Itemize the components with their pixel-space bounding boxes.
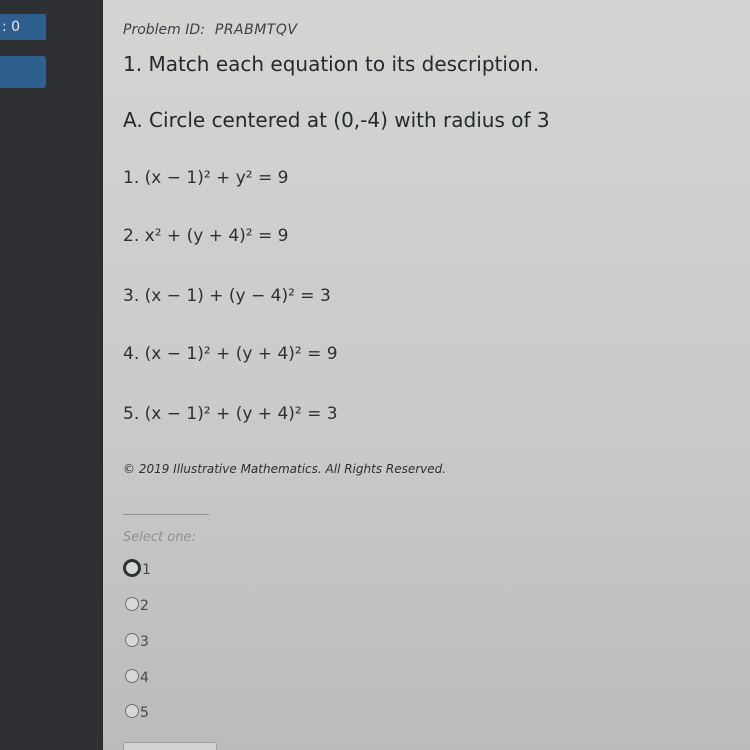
equation-text: (x − 1) + (y − 4)² = 3 <box>144 286 331 306</box>
equation-4 <box>123 344 338 364</box>
equation-text: x² + (y + 4)² = 9 <box>144 226 289 246</box>
choice-label: 1 <box>142 562 151 578</box>
question-panel <box>103 0 750 750</box>
equation-text: (x − 1)² + y² = 9 <box>144 168 289 188</box>
problem-id-label: Problem ID: <box>123 22 205 38</box>
radio-button[interactable] <box>125 669 139 683</box>
equation-number: 1. <box>123 168 140 188</box>
question-title: 1. Match each equation to its description. <box>123 52 540 76</box>
equation-1 <box>123 168 288 188</box>
choice-option-2[interactable] <box>125 594 149 614</box>
check-button[interactable] <box>123 742 217 750</box>
equation-5 <box>123 404 338 424</box>
equation-number: 2. <box>123 226 140 246</box>
choice-option-1[interactable] <box>125 558 151 578</box>
radio-button[interactable] <box>125 633 139 647</box>
radio-button[interactable] <box>123 559 141 577</box>
choice-label: 2 <box>140 598 149 614</box>
choice-option-5[interactable] <box>125 701 149 721</box>
copyright-notice: © 2019 Illustrative Mathematics. All Rights Reserved. <box>123 462 447 476</box>
choice-label: 5 <box>140 705 149 721</box>
equation-2 <box>123 226 288 246</box>
choice-label: 4 <box>140 670 149 686</box>
equation-number: 3. <box>123 286 140 306</box>
choice-label: 3 <box>140 634 149 650</box>
match-prompt: A. Circle centered at (0,-4) with radius of 3 <box>123 108 550 132</box>
score-badge: : 0 <box>0 14 46 40</box>
sidebar-nav-button[interactable] <box>0 56 46 88</box>
equation-number: 5. <box>123 404 140 424</box>
equation-number: 4. <box>123 344 140 364</box>
equation-text: (x − 1)² + (y + 4)² = 9 <box>144 344 338 364</box>
equation-text: (x − 1)² + (y + 4)² = 3 <box>144 404 338 424</box>
equation-3 <box>123 286 331 306</box>
choice-option-4[interactable] <box>125 666 149 686</box>
divider <box>123 514 209 515</box>
radio-button[interactable] <box>125 704 139 718</box>
sidebar <box>0 0 100 750</box>
problem-id-value: PRABMTQV <box>214 22 298 38</box>
choice-option-3[interactable] <box>125 630 149 650</box>
problem-id <box>123 22 297 38</box>
radio-button[interactable] <box>125 597 139 611</box>
select-one-label: Select one: <box>123 530 196 545</box>
